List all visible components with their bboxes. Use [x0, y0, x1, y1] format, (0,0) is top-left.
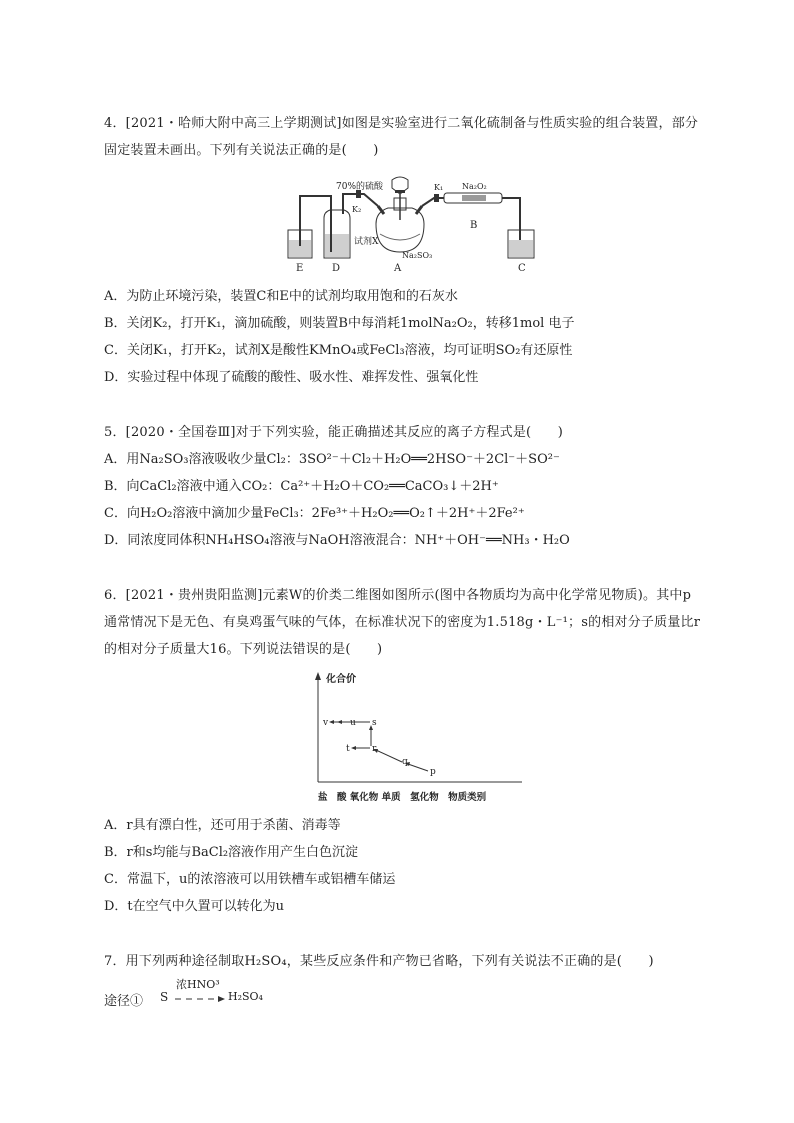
point-p: p — [430, 767, 436, 777]
label-a: A — [394, 263, 402, 274]
chart-ylabel: 化合价 — [326, 674, 356, 685]
point-v: v — [323, 718, 329, 728]
route-start: S — [160, 990, 169, 1004]
label-e: E — [296, 263, 304, 274]
acid-label: 70%的硫酸 — [336, 182, 384, 192]
flask-a — [376, 177, 424, 252]
label-b: B — [470, 220, 478, 231]
dashed-arrow-icon — [174, 993, 226, 1005]
q6-stem-line3: 的相对分子质量大16。下列说法错误的是( ) — [104, 642, 383, 657]
q4-option-a: A．为防止环境污染，装置C和E中的试剂均取用饱和的石灰水 — [104, 289, 458, 304]
route-reagent: 浓HNO³ — [176, 978, 220, 991]
k1-clamp — [434, 194, 439, 202]
beaker-e — [288, 200, 312, 258]
q4-option-c: C．关闭K₁，打开K₂，试剂X是酸性KMnO₄或FeCl₃溶液，均可证明SO₂有还原性 — [104, 343, 573, 358]
q6-option-a: A．r具有漂白性，还可用于杀菌、消毒等 — [104, 818, 341, 833]
q4-stem-line1: 4．[2021・哈师大附中高三上学期测试]如图是实验室进行二氧化硫制备与性质实验的组合装置，部分 — [104, 116, 699, 131]
k2-label: K₂ — [352, 205, 362, 214]
point-u: u — [350, 718, 356, 728]
q5-option-b: B．向CaCl₂溶液中通入CO₂：Ca²⁺＋H₂O＋CO₂══CaCO₃↓＋2H⁺ — [104, 479, 499, 494]
y-axis-arrow-icon — [315, 672, 321, 680]
q7-route-1 — [104, 976, 304, 1010]
label-c: C — [518, 263, 526, 274]
route-label: 途径① — [104, 994, 144, 1009]
q7-stem: 7．用下列两种途径制取H₂SO₄，某些反应条件和产物已省略，下列有关说法不正确的是( ) — [104, 954, 654, 969]
label-d: D — [332, 263, 341, 274]
q4-option-b: B．关闭K₂，打开K₁，滴加硫酸，则装置B中每消耗1molNa₂O₂，转移1mol 电子 — [104, 316, 575, 331]
point-r: r — [372, 744, 377, 754]
point-s: s — [372, 718, 377, 728]
q6-stem-line2: 通常情况下是无色、有臭鸡蛋气味的气体，在标准状况下的密度为1.518g・L⁻¹；s的相对分子质量比r — [104, 615, 701, 630]
tube-b — [444, 193, 502, 203]
arrow-q-r — [376, 750, 402, 762]
q4-stem-line2: 固定装置未画出。下列有关说法正确的是( ) — [104, 143, 379, 158]
point-t: t — [346, 744, 350, 754]
q6-valence-class-chart — [310, 670, 530, 806]
point-q: q — [402, 757, 408, 767]
q4-apparatus-figure — [284, 176, 546, 276]
q5-option-a: A．用Na₂SO₃溶液吸收少量Cl₂：3SO²⁻＋Cl₂＋H₂O══2HSO⁻＋2Cl⁻＋SO²⁻ — [104, 452, 560, 467]
na2so3-label: Na₂SO₃ — [402, 251, 433, 260]
q4-option-d: D．实验过程中体现了硫酸的酸性、吸水性、难挥发性、强氧化性 — [104, 370, 479, 385]
q5-option-c: C．向H₂O₂溶液中滴加少量FeCl₃：2Fe³⁺＋H₂O₂══O₂↑＋2H⁺＋2Fe²⁺ — [104, 506, 525, 521]
chart-xlabel: 盐 酸 氧化物 单质 氢化物 物质类别 — [318, 792, 487, 803]
bottle-d — [324, 198, 350, 258]
na2o2-label: Na₂O₂ — [462, 182, 487, 191]
q6-option-b: B．r和s均能与BaCl₂溶液作用产生白色沉淀 — [104, 845, 359, 860]
reagent-x-label: 试剂X — [354, 237, 379, 247]
q5-stem: 5．[2020・全国卷Ⅲ]对于下列实验，能正确描述其反应的离子方程式是( ) — [104, 425, 563, 440]
q6-stem-line1: 6．[2021・贵州贵阳监测]元素W的价类二维图如图所示(图中各物质均为高中化学常见物质)。其中p — [104, 588, 692, 603]
route-product: H₂SO₄ — [228, 990, 263, 1003]
q6-option-d: D．t在空气中久置可以转化为u — [104, 899, 285, 914]
k1-label: K₁ — [434, 183, 444, 192]
q5-option-d: D．同浓度同体积NH₄HSO₄溶液与NaOH溶液混合：NH⁺＋OH⁻══NH₃・H₂O — [104, 533, 570, 548]
q6-option-c: C．常温下，u的浓溶液可以用铁槽车或铝槽车储运 — [104, 872, 396, 887]
arrow-p-q — [408, 764, 428, 771]
